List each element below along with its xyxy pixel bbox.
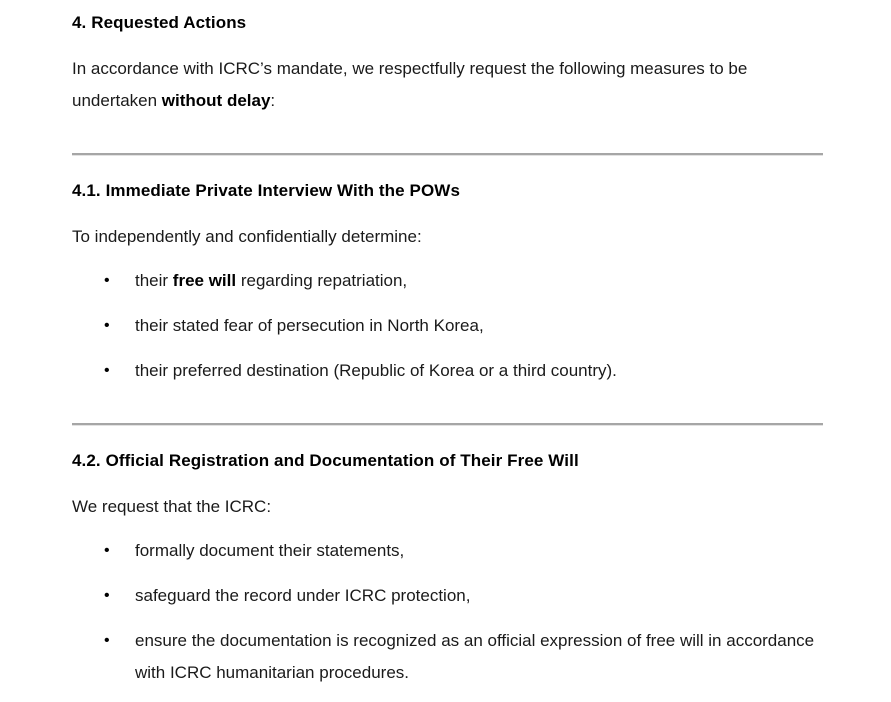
list-item: [72, 310, 823, 342]
intro-text-bold: without delay: [161, 91, 271, 110]
bullet-text: formally document their statements,: [135, 541, 405, 560]
horizontal-rule-1: [72, 153, 823, 156]
bullet-marker: •: [104, 587, 110, 604]
bullet-marker: •: [104, 632, 110, 649]
list-item: [72, 535, 823, 567]
bullet-text: their preferred destination (Republic of Korea or a third country).: [135, 361, 617, 380]
bullet-text: ensure the documentation is recognized as an official expression of free will in accordance with ICRC humanitarian procedures.: [135, 631, 815, 682]
section-4-2-bullet-list: [72, 535, 823, 689]
bullet-text-after: regarding repatriation,: [236, 271, 408, 290]
list-item: [72, 265, 823, 297]
section-4-1-bullet-list: [72, 265, 823, 387]
section-heading-4-2: 4.2. Official Registration and Documentation of Their Free Will: [72, 451, 579, 470]
bullet-text: [135, 271, 407, 290]
intro-text-before: In accordance with ICRC’s mandate, we respectfully request the following measures to be undertaken: [72, 59, 748, 110]
bullet-text-before: their: [135, 271, 173, 290]
section-4-intro-paragraph: [72, 53, 823, 117]
bullet-text-bold: free will: [172, 271, 237, 290]
section-heading-4-1: 4.1. Immediate Private Interview With the POWs: [72, 181, 461, 200]
horizontal-rule-2: [72, 423, 823, 426]
section-4-2-lead-paragraph: We request that the ICRC:: [72, 497, 272, 516]
section-heading-4: 4. Requested Actions: [72, 13, 247, 32]
bullet-marker: •: [104, 362, 110, 379]
bullet-text: safeguard the record under ICRC protection,: [135, 586, 471, 605]
list-item: [72, 355, 823, 387]
intro-text-after: :: [270, 91, 276, 110]
bullet-marker: •: [104, 542, 110, 559]
bullet-text: their stated fear of persecution in North Korea,: [135, 316, 484, 335]
bullet-marker: •: [104, 272, 110, 289]
section-4-1-lead-paragraph: To independently and confidentially determine:: [72, 227, 422, 246]
list-item: [72, 625, 823, 689]
list-item: [72, 580, 823, 612]
bullet-marker: •: [104, 317, 110, 334]
